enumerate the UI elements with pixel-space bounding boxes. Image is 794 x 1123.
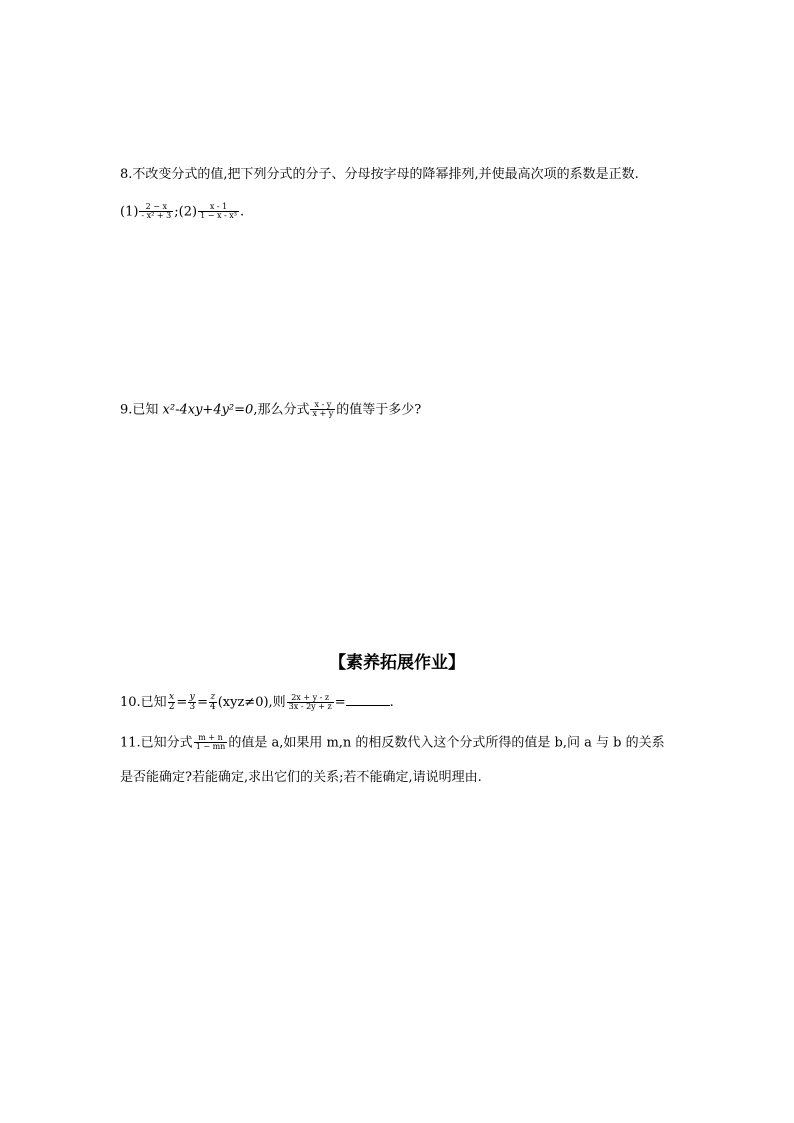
separator: ; (174, 204, 179, 220)
question-8-parts (120, 203, 244, 221)
part-1-label: (1) (120, 204, 139, 220)
fraction-numerator: 2x + y - z (291, 692, 330, 702)
question-9-mid: ,那么分式 (253, 402, 310, 418)
fraction-numerator: x (169, 692, 175, 702)
question-11-fraction (194, 734, 228, 752)
fraction-part-2 (198, 203, 239, 221)
question-9-suffix: 的值等于多少? (336, 402, 422, 418)
question-10-prefix: 10.已知 (120, 695, 167, 710)
question-9-fraction (310, 401, 335, 419)
question-9-equation: x²-4xy+4y²=0 (162, 402, 254, 418)
equals-sign: = (197, 695, 208, 710)
fraction-numerator: z (210, 692, 216, 702)
fraction-x-over-2 (168, 693, 176, 712)
question-10-target-fraction (287, 694, 334, 712)
fraction-numerator: m + n (198, 733, 223, 742)
question-8-text: 8.不改变分式的值,把下列分式的分子、分母按字母的降幂排列,并使最高次项的系数是正数. (120, 167, 639, 182)
fraction-y-over-3 (188, 693, 196, 712)
equals-sign: = (334, 695, 346, 710)
fraction-denominator: - x² + 3 (141, 211, 172, 221)
part-2-label: (2) (178, 204, 198, 220)
question-11-rest: 的值是 a,如果用 m,n 的相反数代入这个分式所得的值是 b,问 a 与 b 的关系 (228, 735, 665, 751)
question-11-line-2: 是否能确定?若能确定,求出它们的关系;若不能确定,请说明理由. (120, 770, 482, 785)
fraction-denominator: 1 − x - x³ (200, 211, 237, 221)
fraction-numerator: y (189, 692, 195, 702)
fraction-denominator: 1 − mn (195, 742, 226, 752)
fraction-denominator: 2 (168, 702, 175, 712)
fraction-denominator: 4 (209, 702, 216, 712)
fraction-numerator: x - y (314, 400, 332, 409)
answer-blank[interactable] (346, 704, 390, 706)
fraction-denominator: 3x - 2y + z (288, 702, 332, 711)
question-10-condition: (xyz≠0),则 (217, 695, 286, 710)
question-9-prefix: 9.已知 (120, 402, 163, 418)
question-11-prefix: 11.已知分式 (120, 735, 193, 751)
fraction-denominator: x + y (312, 409, 334, 419)
question-10 (120, 693, 394, 712)
fraction-z-over-4 (209, 693, 217, 712)
equals-sign: = (176, 695, 188, 710)
fraction-numerator: 2 − x (145, 202, 168, 211)
fraction-numerator: x - 1 (209, 202, 228, 211)
end-mark: . (239, 204, 245, 220)
fraction-part-1 (139, 203, 173, 221)
question-11-line-1 (120, 734, 665, 752)
fraction-denominator: 3 (189, 702, 196, 712)
end-mark: . (389, 695, 394, 710)
question-9 (120, 401, 421, 419)
section-heading: 【素养拓展作业】 (329, 653, 465, 673)
